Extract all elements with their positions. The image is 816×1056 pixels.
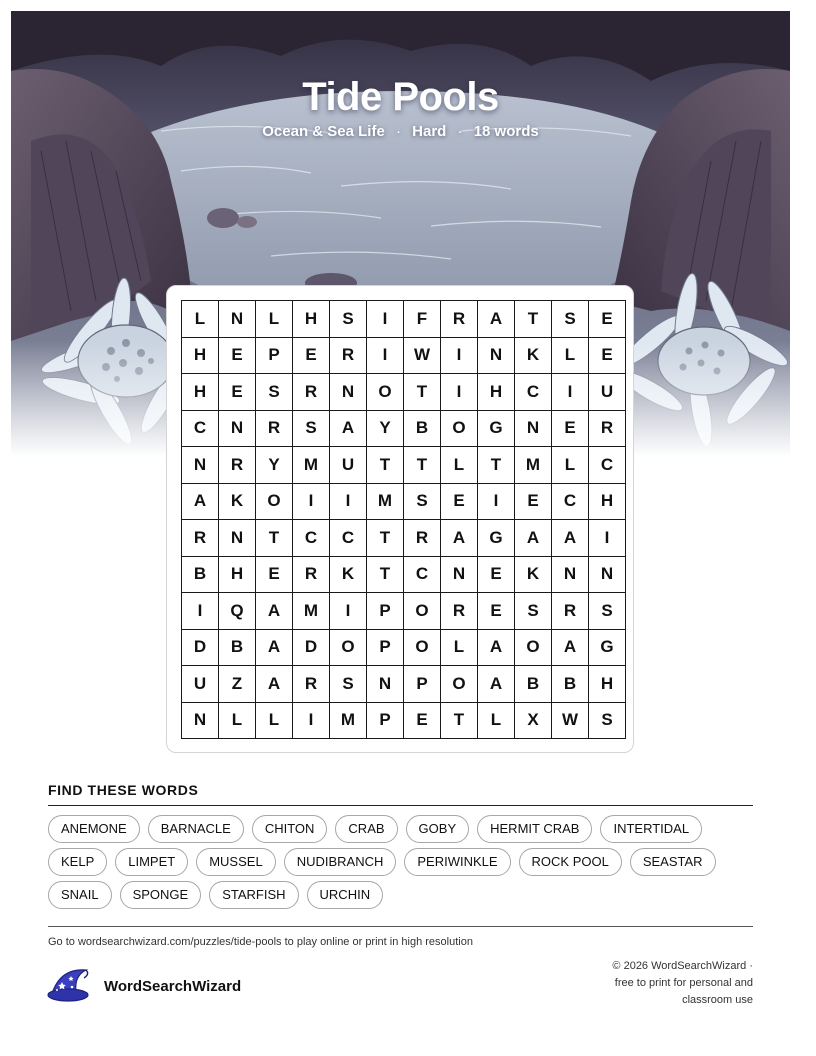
grid-cell: C [293,520,330,557]
word-pill: SNAIL [48,881,112,909]
grid-cell: N [330,374,367,411]
grid-cell: A [256,593,293,630]
grid-cell: C [515,374,552,411]
grid-cell: M [293,593,330,630]
grid-cell: Z [219,666,256,703]
grid-cell: T [478,447,515,484]
grid-row [182,374,626,411]
divider [48,805,753,806]
grid-cell: E [478,593,515,630]
grid-cell: B [515,666,552,703]
grid-cell: R [293,666,330,703]
grid-cell: L [441,447,478,484]
word-pill: PERIWINKLE [404,848,510,876]
grid-cell: Y [367,410,404,447]
copyright-line: © 2026 WordSearchWizard · [612,960,753,972]
grid-cell: N [367,666,404,703]
grid-cell: N [589,556,626,593]
grid-cell: L [552,337,589,374]
word-pill: ANEMONE [48,815,140,843]
meta-separator: · [457,123,463,140]
grid-cell: R [589,410,626,447]
word-pill: KELP [48,848,107,876]
grid-cell: I [441,374,478,411]
grid-cell: T [404,447,441,484]
grid-cell: O [404,629,441,666]
grid-cell: I [367,301,404,338]
grid-cell: I [441,337,478,374]
grid-cell: H [589,666,626,703]
grid-cell: L [441,629,478,666]
grid-cell: N [478,337,515,374]
word-row [48,815,758,843]
grid-cell: D [293,629,330,666]
grid-cell: M [330,702,367,739]
grid-row [182,666,626,703]
puzzle-word-count: 18 words [473,123,539,140]
grid-cell: L [182,301,219,338]
copyright-line: free to print for personal and [614,977,753,989]
grid-cell: R [182,520,219,557]
word-pill: INTERTIDAL [600,815,702,843]
grid-cell: N [552,556,589,593]
grid-cell: S [589,593,626,630]
copyright-line: classroom use [682,994,753,1006]
grid-cell: R [552,593,589,630]
grid-cell: A [478,666,515,703]
word-pill: URCHIN [307,881,384,909]
grid-cell: N [182,702,219,739]
grid-cell: G [478,410,515,447]
grid-cell: I [293,702,330,739]
grid-cell: H [219,556,256,593]
word-pill: CHITON [252,815,328,843]
grid-cell: S [256,374,293,411]
grid-cell: P [256,337,293,374]
grid-cell: P [404,666,441,703]
grid-cell: L [256,702,293,739]
grid-cell: W [552,702,589,739]
grid-cell: D [182,629,219,666]
grid-cell: R [219,447,256,484]
grid-cell: A [478,301,515,338]
grid-cell: H [182,374,219,411]
grid-cell: A [256,629,293,666]
grid-cell: O [367,374,404,411]
grid-cell: E [478,556,515,593]
grid-cell: E [589,337,626,374]
grid-row [182,337,626,374]
grid-cell: O [441,410,478,447]
grid-row [182,702,626,739]
word-pill: LIMPET [115,848,188,876]
grid-cell: L [478,702,515,739]
grid-cell: I [478,483,515,520]
grid-cell: E [515,483,552,520]
grid-cell: K [515,337,552,374]
grid-row [182,556,626,593]
grid-cell: R [441,593,478,630]
grid-cell: C [589,447,626,484]
grid-cell: S [552,301,589,338]
grid-cell: W [404,337,441,374]
word-list [48,815,758,914]
grid-cell: A [182,483,219,520]
grid-cell: H [182,337,219,374]
grid-cell: O [256,483,293,520]
word-pill: NUDIBRANCH [284,848,397,876]
grid-cell: H [589,483,626,520]
grid-cell: E [589,301,626,338]
grid-cell: R [293,556,330,593]
grid-cell: I [367,337,404,374]
word-row [48,848,758,876]
grid-cell: A [330,410,367,447]
grid-cell: X [515,702,552,739]
grid-cell: S [515,593,552,630]
puzzle-category: Ocean & Sea Life [262,123,385,140]
grid-cell: B [182,556,219,593]
grid-cell: R [441,301,478,338]
grid-cell: S [589,702,626,739]
grid-cell: E [219,337,256,374]
grid-cell: B [219,629,256,666]
word-pill: MUSSEL [196,848,275,876]
grid-cell: F [404,301,441,338]
grid-cell: M [293,447,330,484]
brand [46,964,241,1009]
grid-cell: U [182,666,219,703]
puzzle-meta [11,123,790,140]
grid-cell: T [441,702,478,739]
word-pill: SPONGE [120,881,202,909]
word-pill: BARNACLE [148,815,244,843]
grid-cell: I [182,593,219,630]
grid-cell: A [552,629,589,666]
grid-cell: M [367,483,404,520]
grid-cell: Q [219,593,256,630]
grid-cell: N [515,410,552,447]
grid-cell: O [330,629,367,666]
grid-cell: A [256,666,293,703]
grid-cell: K [515,556,552,593]
grid-cell: E [256,556,293,593]
grid-cell: C [330,520,367,557]
grid-cell: L [219,702,256,739]
grid-cell: T [367,556,404,593]
grid-cell: S [330,666,367,703]
grid-cell: C [182,410,219,447]
grid-cell: N [182,447,219,484]
grid-cell: I [552,374,589,411]
grid-cell: T [367,447,404,484]
grid-cell: N [219,301,256,338]
grid-cell: A [552,520,589,557]
divider [48,926,753,927]
word-pill: GOBY [406,815,470,843]
grid-row [182,410,626,447]
grid-row [182,629,626,666]
word-pill: SEASTAR [630,848,716,876]
grid-cell: A [478,629,515,666]
grid-row [182,520,626,557]
grid-cell: P [367,702,404,739]
grid-cell: R [256,410,293,447]
grid-cell: O [404,593,441,630]
grid-cell: E [293,337,330,374]
grid-cell: S [293,410,330,447]
grid-cell: I [330,483,367,520]
copyright-notice [573,958,753,1009]
grid-cell: N [219,410,256,447]
grid-row [182,483,626,520]
grid-cell: G [478,520,515,557]
grid-cell: G [589,629,626,666]
grid-cell: S [330,301,367,338]
brand-name: WordSearchWizard [104,978,242,995]
grid-cell: T [404,374,441,411]
grid-cell: K [330,556,367,593]
puzzle-title: Tide Pools [302,75,499,119]
grid-cell: R [404,520,441,557]
play-online-text: Go to wordsearchwizard.com/puzzles/tide-pools to play online or print in high resolution [48,936,473,948]
wizard-hat-icon [46,964,92,1009]
grid-cell: P [367,629,404,666]
grid-cell: N [219,520,256,557]
grid-cell: I [589,520,626,557]
grid-cell: T [367,520,404,557]
grid-cell: B [404,410,441,447]
grid-cell: H [293,301,330,338]
grid-cell: C [552,483,589,520]
grid-cell: L [256,301,293,338]
word-pill: CRAB [335,815,397,843]
grid-cell: R [293,374,330,411]
grid-cell: E [441,483,478,520]
grid-cell: E [552,410,589,447]
grid-cell: T [256,520,293,557]
grid-cell: B [552,666,589,703]
grid-cell: S [404,483,441,520]
meta-separator: · [396,123,401,140]
puzzle-difficulty: Hard [412,123,447,140]
grid-cell: L [552,447,589,484]
grid-cell: I [293,483,330,520]
grid-cell: A [441,520,478,557]
grid-cell: Y [256,447,293,484]
grid-cell: A [515,520,552,557]
grid-row [182,593,626,630]
word-row [48,881,758,909]
grid-cell: R [330,337,367,374]
word-pill: ROCK POOL [519,848,622,876]
grid-cell: U [589,374,626,411]
grid-row [182,301,626,338]
word-list-heading: FIND THESE WORDS [48,782,199,798]
grid-cell: O [515,629,552,666]
grid-cell: M [515,447,552,484]
grid-cell: O [441,666,478,703]
letter-grid [181,300,626,739]
grid-cell: E [219,374,256,411]
grid-cell: N [441,556,478,593]
grid-cell: E [404,702,441,739]
grid-cell: K [219,483,256,520]
grid-cell: T [515,301,552,338]
word-pill: STARFISH [209,881,298,909]
grid-cell: C [404,556,441,593]
grid-cell: U [330,447,367,484]
word-pill: HERMIT CRAB [477,815,592,843]
grid-cell: I [330,593,367,630]
grid-cell: H [478,374,515,411]
grid-row [182,447,626,484]
grid-cell: P [367,593,404,630]
